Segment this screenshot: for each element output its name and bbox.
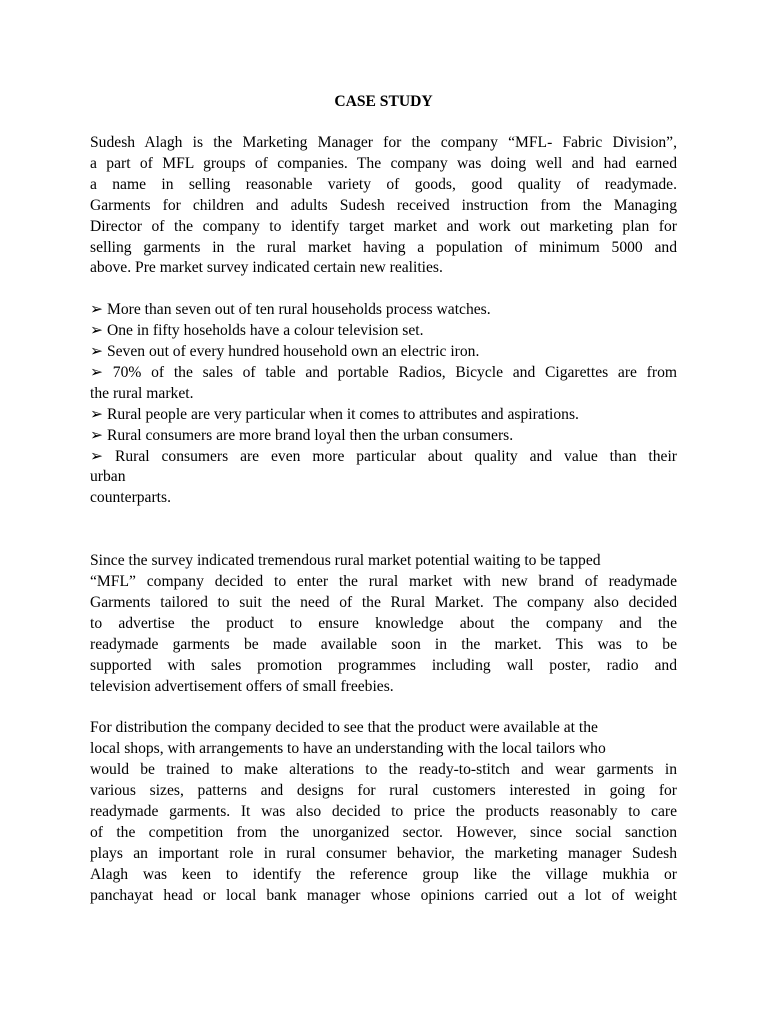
text-line: ➢ More than seven out of ten rural households process watches.: [90, 301, 491, 319]
paragraph-spacer: [90, 509, 677, 551]
text-line: selling garments in the rural market having a population of minimum 5000 and: [90, 238, 677, 256]
text-line: ➢ One in fifty hoseholds have a colour television set.: [90, 322, 424, 340]
text-line: the rural market.: [90, 384, 194, 402]
text-line: readymade garments. It was also decided to price the products reasonably to care: [90, 802, 677, 820]
text-line: readymade garments be made available soon in the market. This was to be: [90, 635, 677, 653]
text-line: Garments tailored to suit the need of the Rural Market. The company also decided: [90, 593, 677, 611]
text-line: ➢ Rural people are very particular when it comes to attributes and aspirations.: [90, 405, 579, 423]
text-line: Garments for children and adults Sudesh received instruction from the Managing: [90, 196, 677, 214]
text-line: counterparts.: [90, 489, 171, 507]
text-line: Alagh was keen to identify the reference group like the village mukhia or: [90, 865, 677, 883]
paragraph-spacer: [90, 697, 677, 718]
text-line: a part of MFL groups of companies. The company was doing well and had earned: [90, 154, 677, 172]
text-line: ➢ 70% of the sales of table and portable Radios, Bicycle and Cigarettes are from: [90, 363, 677, 381]
text-line: of the competition from the unorganized sector. However, since social sanction: [90, 823, 677, 841]
text-line: Sudesh Alagh is the Marketing Manager for the company “MFL- Fabric Division”,: [90, 134, 677, 151]
survey-findings-list: [90, 300, 677, 509]
distribution-paragraph: [90, 718, 677, 906]
paragraph-spacer: [90, 279, 677, 300]
text-line: Director of the company to identify target market and work out marketing plan for: [90, 217, 677, 235]
intro-paragraph: [90, 133, 677, 279]
text-line: would be trained to make alterations to the ready-to-stitch and wear garments in: [90, 761, 677, 779]
text-line: plays an important role in rural consumer behavior, the marketing manager Sudesh: [90, 844, 677, 862]
text-line: above. Pre market survey indicated certain new realities.: [90, 259, 443, 277]
text-line: panchayat head or local bank manager whose opinions carried out a lot of weight: [90, 886, 677, 904]
text-line: ➢ Rural consumers are more brand loyal then the urban consumers.: [90, 426, 514, 444]
text-line: “MFL” company decided to enter the rural market with new brand of readymade: [90, 573, 677, 590]
text-line: ➢ Rural consumers are even more particular about quality and value than their: [90, 447, 677, 465]
text-line: television advertisement offers of small freebies.: [90, 677, 394, 695]
text-line: local shops, with arrangements to have an understanding with the local tailors who: [90, 740, 606, 758]
text-line: a name in selling reasonable variety of goods, good quality of readymade.: [90, 175, 677, 193]
market-entry-paragraph: [90, 551, 677, 697]
text-line: urban: [90, 468, 126, 486]
document-page: [90, 92, 677, 906]
text-line: various sizes, patterns and designs for rural customers interested in going for: [90, 782, 677, 800]
text-line: Since the survey indicated tremendous rural market potential waiting to be tapped: [90, 552, 601, 570]
text-line: supported with sales promotion programmes including wall poster, radio and: [90, 656, 677, 674]
text-line: ➢ Seven out of every hundred household own an electric iron.: [90, 343, 480, 361]
document-title: CASE STUDY: [334, 93, 433, 110]
text-line: to advertise the product to ensure knowledge about the company and the: [90, 614, 677, 632]
text-line: For distribution the company decided to see that the product were available at the: [90, 719, 598, 737]
